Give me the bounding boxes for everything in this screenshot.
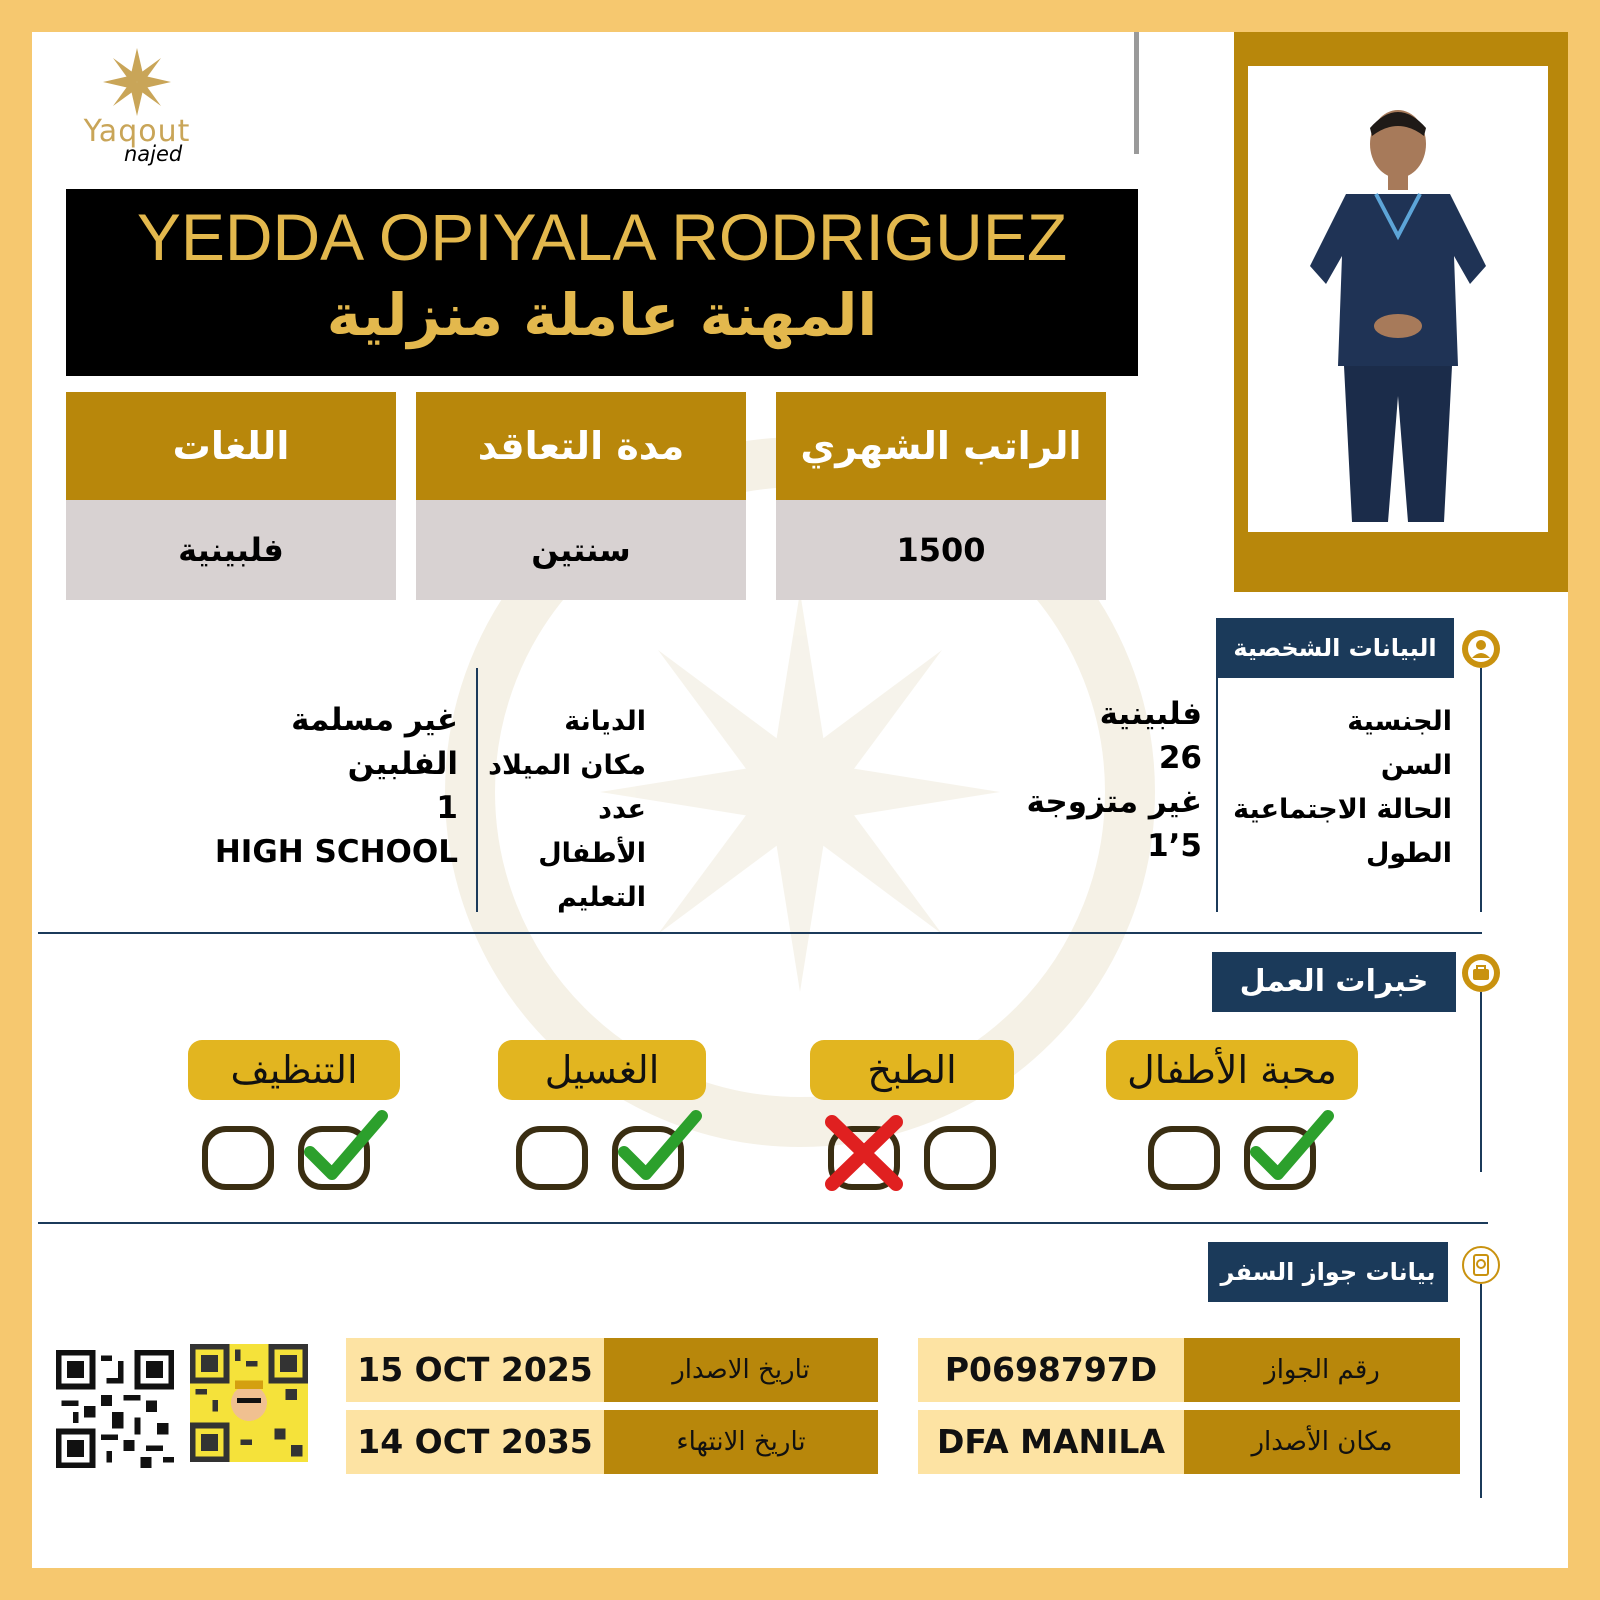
passport-expiry-label: تاريخ الانتهاء bbox=[604, 1410, 878, 1474]
nationality-label: الجنسية bbox=[1347, 706, 1452, 737]
candidate-photo bbox=[1248, 66, 1548, 532]
height-label: الطول bbox=[1365, 838, 1452, 869]
passport-issue-label: تاريخ الاصدار bbox=[604, 1338, 878, 1402]
nationality-value: فلبينية bbox=[1099, 696, 1202, 732]
cooking-cross-icon bbox=[822, 1114, 906, 1192]
qr-code-yellow-icon bbox=[190, 1344, 308, 1462]
contract-box bbox=[416, 392, 746, 600]
logo-flower-icon bbox=[62, 42, 212, 122]
brand-name: Yaqout bbox=[83, 114, 191, 149]
passport-place-label: مكان الأصدار bbox=[1184, 1410, 1460, 1474]
personal-section-title: البيانات الشخصية bbox=[1216, 618, 1454, 678]
experience-timeline-line bbox=[1480, 992, 1482, 1172]
passport-timeline-line bbox=[1480, 1284, 1482, 1498]
skill-cooking-label: الطبخ bbox=[810, 1040, 1014, 1100]
languages-label: اللغات bbox=[66, 392, 396, 500]
section-divider-2 bbox=[38, 1222, 1488, 1224]
birthplace-label: مكان الميلاد bbox=[488, 750, 646, 781]
skill-laundry-label: الغسيل bbox=[498, 1040, 706, 1100]
cleaning-check-icon bbox=[298, 1108, 388, 1188]
personal-right-labels bbox=[1228, 700, 1452, 876]
passport-icon bbox=[1462, 1246, 1500, 1284]
qr-code-icon bbox=[56, 1350, 174, 1468]
contract-value: سنتين bbox=[416, 500, 746, 600]
languages-box bbox=[66, 392, 396, 600]
passport-place-value: DFA MANILA bbox=[918, 1410, 1184, 1474]
childcare-no-box bbox=[1148, 1126, 1220, 1190]
passport-number-value: P0698797D bbox=[918, 1338, 1184, 1402]
childcare-check-icon bbox=[1244, 1108, 1334, 1188]
briefcase-icon bbox=[1462, 954, 1500, 992]
name-banner bbox=[66, 189, 1138, 376]
candidate-profession: المهنة عاملة منزلية bbox=[326, 281, 878, 349]
header-divider bbox=[1134, 32, 1139, 154]
passport-issue-value: 15 OCT 2025 bbox=[346, 1338, 604, 1402]
education-label: التعليم bbox=[557, 882, 646, 913]
passport-section-title: بيانات جواز السفر bbox=[1208, 1242, 1448, 1302]
height-value: 5’1 bbox=[1147, 828, 1202, 864]
skill-cleaning-label: التنظيف bbox=[188, 1040, 400, 1100]
children-value: 1 bbox=[436, 790, 458, 826]
section-divider-1 bbox=[38, 932, 1482, 934]
birthplace-value: الفلبين bbox=[347, 746, 458, 782]
experience-section-title: خبرات العمل bbox=[1212, 952, 1456, 1012]
laundry-check-icon bbox=[612, 1108, 702, 1188]
contract-label: مدة التعاقد bbox=[416, 392, 746, 500]
languages-value: فلبينية bbox=[66, 500, 396, 600]
personal-divider-right bbox=[1216, 678, 1218, 912]
age-label: السن bbox=[1380, 750, 1452, 781]
personal-left-labels bbox=[486, 700, 646, 920]
personal-left-values bbox=[182, 698, 458, 874]
marital-status-label: الحالة الاجتماعية bbox=[1233, 794, 1452, 825]
religion-value: غير مسلمة bbox=[291, 702, 458, 738]
passport-number-label: رقم الجواز bbox=[1184, 1338, 1460, 1402]
children-label: عدد الأطفال bbox=[538, 794, 646, 869]
religion-label: الديانة bbox=[564, 706, 646, 737]
personal-divider-left bbox=[476, 668, 478, 912]
photo-frame bbox=[1234, 32, 1568, 592]
brand-subname: najed bbox=[124, 142, 183, 166]
cooking-yes-box bbox=[924, 1126, 996, 1190]
passport-expiry-value: 14 OCT 2035 bbox=[346, 1410, 604, 1474]
skill-childcare-label: محبة الأطفال bbox=[1106, 1040, 1358, 1100]
cleaning-no-box bbox=[202, 1126, 274, 1190]
age-value: 26 bbox=[1158, 740, 1202, 776]
salary-box bbox=[776, 392, 1106, 600]
user-icon bbox=[1462, 630, 1500, 668]
laundry-no-box bbox=[516, 1126, 588, 1190]
personal-right-values bbox=[972, 692, 1202, 868]
brand-logo bbox=[62, 42, 212, 172]
marital-status-value: غير متزوجة bbox=[1026, 784, 1202, 820]
profile-card bbox=[32, 32, 1568, 1568]
candidate-name: YEDDA OPIYALA RODRIGUEZ bbox=[136, 200, 1068, 274]
person-figure bbox=[1248, 66, 1548, 532]
salary-label: الراتب الشهري bbox=[776, 392, 1106, 500]
salary-value: 1500 bbox=[776, 500, 1106, 600]
personal-timeline-line bbox=[1480, 668, 1482, 912]
education-value: HIGH SCHOOL bbox=[214, 834, 458, 870]
